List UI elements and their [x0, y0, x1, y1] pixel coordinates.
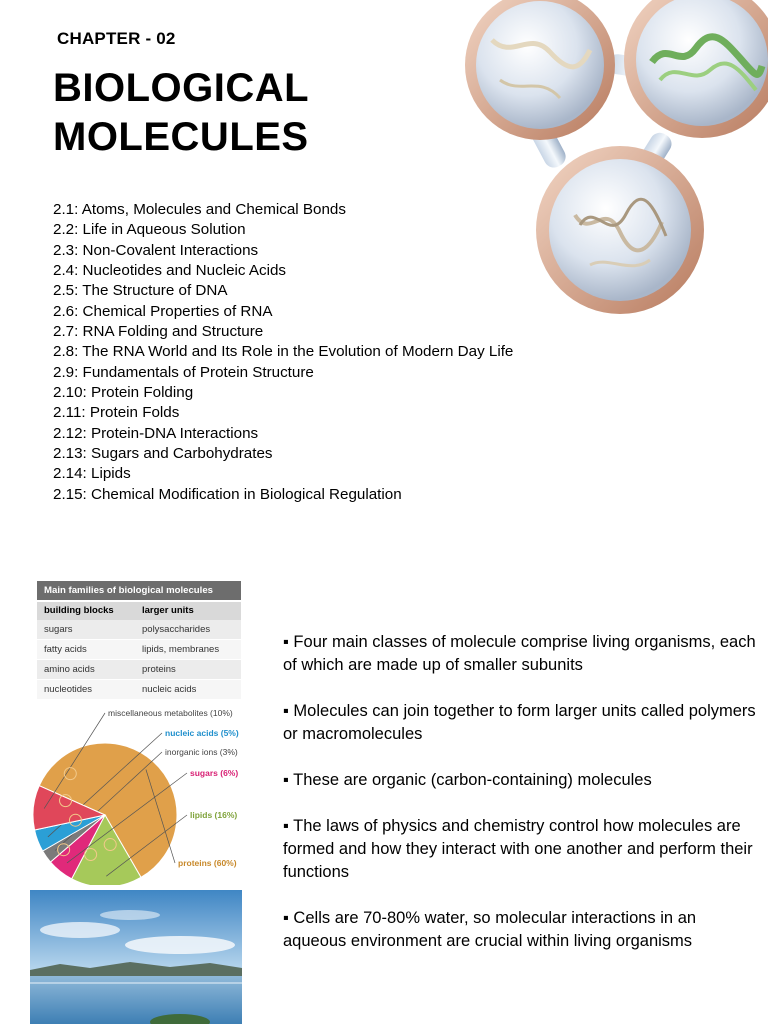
table-cell: nucleic acids	[142, 684, 197, 695]
bullet-item: ▪ Cells are 70-80% water, so molecular interactions in an aqueous environment are crucial within living organisms	[283, 909, 697, 950]
toc-item: 2.13: Sugars and Carbohydrates	[53, 445, 273, 463]
pie-label: proteins (60%)	[178, 858, 237, 868]
toc-item: 2.15: Chemical Modification in Biological Regulation	[53, 485, 402, 503]
bullet-item: ▪ Four main classes of molecule comprise living organisms, each of which are made up of smaller subunits	[283, 633, 756, 674]
table-cell: fatty acids	[44, 644, 87, 655]
lake-landscape-photo	[30, 890, 242, 1024]
table-cell: lipids, membranes	[142, 644, 220, 655]
table-row	[37, 620, 241, 640]
table-cell: proteins	[142, 664, 176, 675]
table-header	[37, 602, 241, 620]
toc-item: 2.9: Fundamentals of Protein Structure	[53, 363, 314, 381]
table-row	[37, 640, 241, 660]
pie-label: lipids (16%)	[190, 810, 238, 820]
toc-item: 2.3: Non-Covalent Interactions	[53, 241, 259, 259]
toc-item: 2.10: Protein Folding	[53, 384, 194, 402]
table-cell: amino acids	[44, 664, 95, 675]
toc-item: 2.12: Protein-DNA Interactions	[53, 424, 259, 442]
water-reflection	[30, 982, 242, 984]
toc-item: 2.2: Life in Aqueous Solution	[53, 221, 246, 239]
page-title	[53, 64, 309, 162]
table-row	[37, 660, 241, 680]
toc-item: 2.4: Nucleotides and Nucleic Acids	[53, 262, 287, 280]
pie-label: miscellaneous metabolites (10%)	[108, 708, 233, 718]
page-title-line-1: BIOLOGICAL	[53, 66, 310, 110]
pie-label: sugars (6%)	[190, 768, 239, 778]
bullet-item: ▪ These are organic (carbon-containing) molecules	[283, 771, 652, 789]
chapter-label: CHAPTER - 02	[57, 29, 176, 48]
table-cell: sugars	[44, 624, 73, 635]
pie-label: inorganic ions (3%)	[165, 747, 238, 757]
page-title-line-2: MOLECULES	[53, 115, 309, 159]
table-row	[37, 680, 241, 700]
cloud	[40, 922, 120, 938]
toc-item: 2.7: RNA Folding and Structure	[53, 323, 264, 341]
toc-item: 2.5: The Structure of DNA	[53, 282, 228, 300]
composition-pie-chart	[30, 700, 260, 885]
toc-item: 2.8: The RNA World and Its Role in the Evolution of Modern Day Life	[53, 343, 514, 361]
lab-flasks-molecules-illustration	[440, 0, 768, 330]
column-header: larger units	[142, 605, 194, 616]
vessel-glass	[476, 1, 604, 129]
bullet-item: ▪ The laws of physics and chemistry control how molecules are formed and how they interact with one another and perform their functions	[283, 817, 753, 881]
bullet-item: ▪ Molecules can join together to form larger units called polymers or macromolecules	[283, 702, 756, 743]
column-header: building blocks	[44, 605, 114, 616]
cloud	[125, 936, 235, 954]
toc-item: 2.1: Atoms, Molecules and Chemical Bonds	[53, 201, 346, 218]
table-cell: polysaccharides	[142, 624, 211, 635]
toc-item: 2.6: Chemical Properties of RNA	[53, 302, 273, 320]
table-title: Main families of biological molecules	[37, 581, 241, 600]
families-table	[37, 581, 241, 700]
toc-item: 2.11: Protein Folds	[53, 404, 180, 422]
bullet-list	[283, 631, 763, 976]
table-cell: nucleotides	[44, 684, 93, 695]
pie-label: nucleic acids (5%)	[165, 728, 239, 738]
cloud	[100, 910, 160, 920]
toc-item: 2.14: Lipids	[53, 465, 131, 483]
